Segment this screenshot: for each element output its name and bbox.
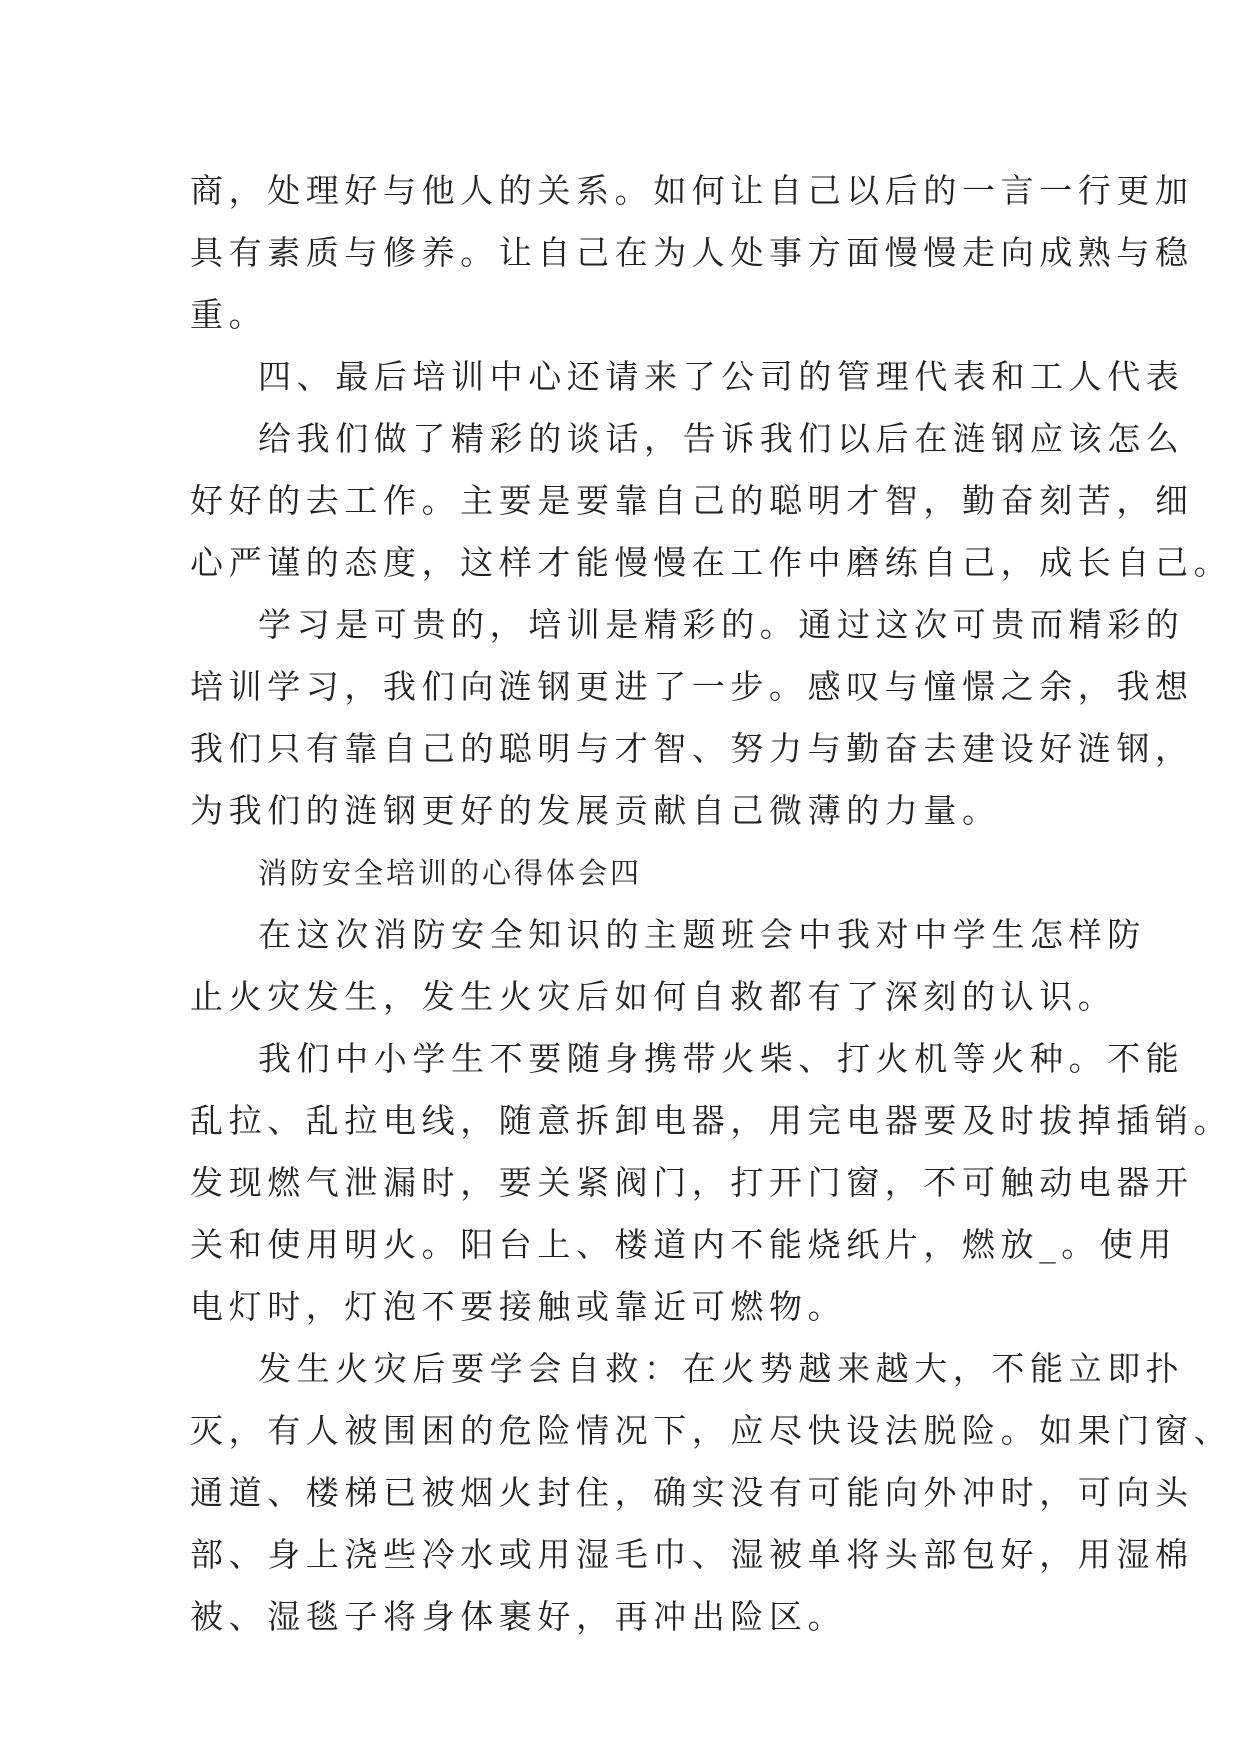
text-line: 乱拉、乱拉电线，随意拆卸电器，用完电器要及时拔掉插销。 bbox=[190, 1101, 1233, 1140]
text-line: 学习是可贵的，培训是精彩的。通过这次可贵而精彩的 bbox=[258, 605, 1185, 644]
text-line: 发生火灾后要学会自救：在火势越来越大，不能立即扑 bbox=[258, 1349, 1185, 1388]
text-line: 发现燃气泄漏时，要关紧阀门，打开门窗，不可触动电器开 bbox=[190, 1163, 1194, 1202]
text-line: 商，处理好与他人的关系。如何让自己以后的一言一行更加 bbox=[190, 171, 1194, 210]
text-line: 关和使用明火。阳台上、楼道内不能烧纸片，燃放_。使用 bbox=[190, 1225, 1178, 1264]
text-line: 部、身上浇些冷水或用湿毛巾、湿被单将头部包好，用湿棉 bbox=[190, 1535, 1194, 1574]
text-line: 电灯时，灯泡不要接触或靠近可燃物。 bbox=[190, 1287, 847, 1326]
text-line: 重。 bbox=[190, 295, 268, 334]
text-line: 止火灾发生，发生火灾后如何自救都有了深刻的认识。 bbox=[190, 977, 1117, 1016]
text-line: 心严谨的态度，这样才能慢慢在工作中磨练自己，成长自己。 bbox=[190, 543, 1233, 582]
text-line: 我们中小学生不要随身携带火柴、打火机等火种。不能 bbox=[258, 1039, 1185, 1078]
text-line: 好好的去工作。主要是要靠自己的聪明才智，勤奋刻苦，细 bbox=[190, 481, 1194, 520]
text-line: 被、湿毯子将身体裹好，再冲出险区。 bbox=[190, 1597, 847, 1636]
text-line: 四、最后培训中心还请来了公司的管理代表和工人代表 bbox=[258, 357, 1185, 396]
text-line: 灭，有人被围困的危险情况下，应尽快设法脱险。如果门窗、 bbox=[190, 1411, 1233, 1450]
text-line: 具有素质与修养。让自己在为人处事方面慢慢走向成熟与稳 bbox=[190, 233, 1194, 272]
document-body bbox=[190, 160, 1233, 1648]
section-heading: 消防安全培训的心得体会四 bbox=[258, 856, 643, 890]
text-line: 给我们做了精彩的谈话，告诉我们以后在涟钢应该怎么 bbox=[258, 419, 1185, 458]
text-line: 为我们的涟钢更好的发展贡献自己微薄的力量。 bbox=[190, 791, 1001, 830]
text-line: 通道、楼梯已被烟火封住，确实没有可能向外冲时，可向头 bbox=[190, 1473, 1194, 1512]
text-line: 在这次消防安全知识的主题班会中我对中学生怎样防 bbox=[258, 915, 1146, 954]
text-line: 培训学习，我们向涟钢更进了一步。感叹与憧憬之余，我想 bbox=[190, 667, 1194, 706]
text-line: 我们只有靠自己的聪明与才智、努力与勤奋去建设好涟钢， bbox=[190, 729, 1194, 768]
